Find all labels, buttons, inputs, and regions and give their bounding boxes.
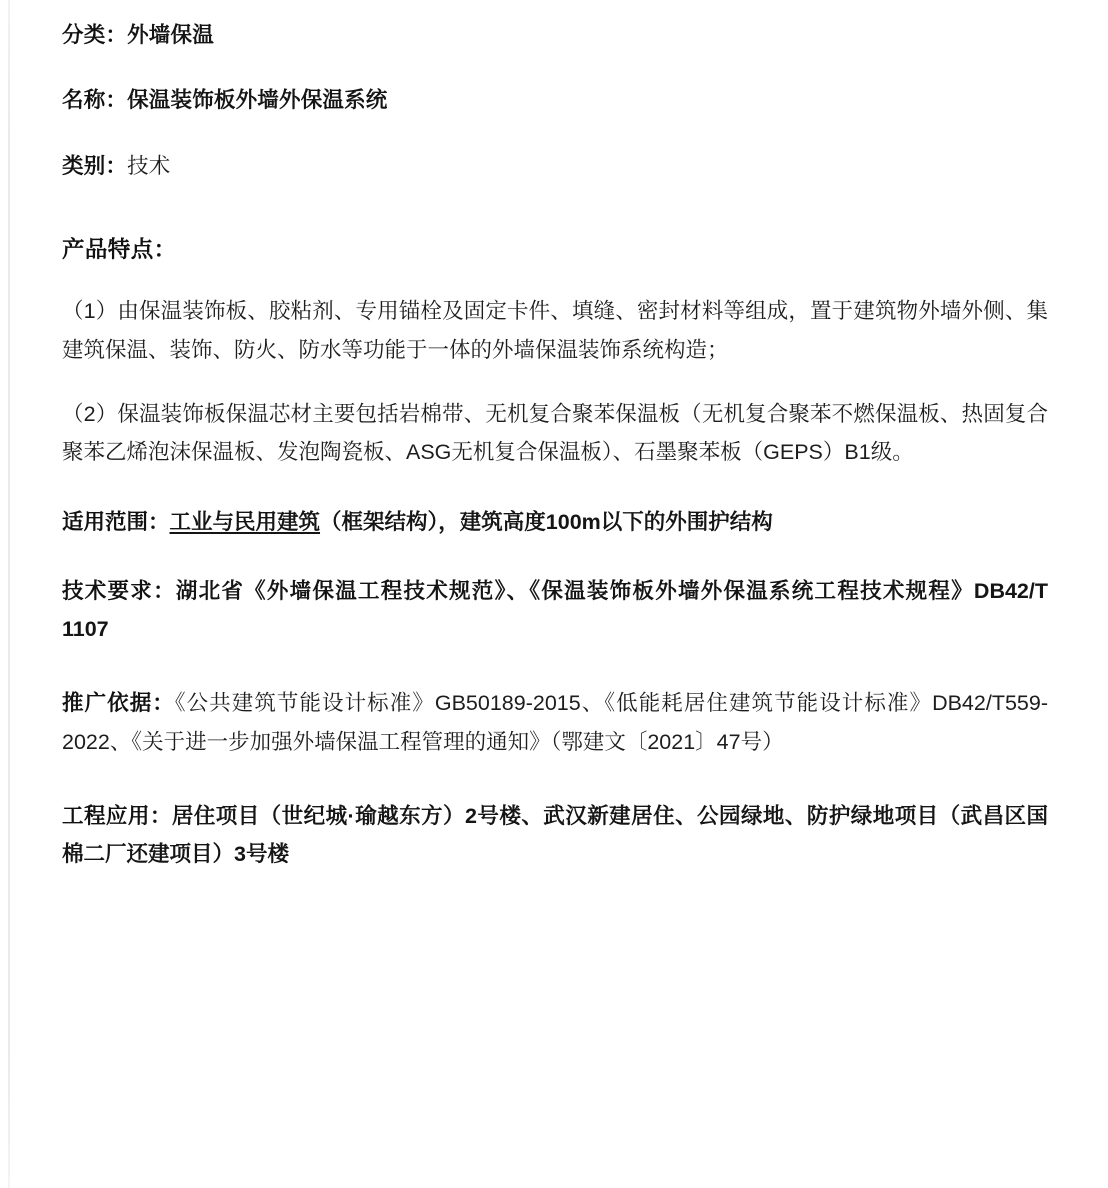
field-engineering-application-label: 工程应用： (62, 803, 172, 828)
field-category-value: 外墙保温 (127, 23, 214, 47)
field-type-value: 技术 (127, 153, 171, 178)
field-scope-underlined-value: 工业与民用建筑 (169, 510, 321, 535)
field-scope (62, 503, 1048, 541)
field-scope-value: （框架结构），建筑高度100m以下的外围护结构 (320, 510, 773, 535)
field-name-label: 名称： (62, 88, 128, 113)
field-technical-requirements-label: 技术要求： (62, 578, 176, 603)
field-type (62, 149, 1048, 184)
field-promotion-basis-value: 《公共建筑节能设计标准》GB50189-2015、《低能耗居住建筑节能设计标准》DB42/T559-2022、《关于进一步加强外墙保温工程管理的通知》（鄂建文〔2021〕47号） (62, 691, 1048, 754)
features-heading: 产品特点： (62, 237, 177, 263)
field-scope-label: 适用范围： (62, 510, 170, 535)
field-name (62, 83, 1048, 118)
field-type-label: 类别： (62, 153, 128, 178)
spacer (62, 214, 1048, 232)
field-technical-requirements-value: 湖北省《外墙保温工程技术规范》、《保温装饰板外墙外保温系统工程技术规程》DB42/T 1107 (62, 578, 1048, 641)
field-engineering-application-value: 居住项目（世纪城·瑜越东方）2号楼、武汉新建居住、公园绿地、防护绿地项目（武昌区国棉二厂还建项目）3号楼 (62, 803, 1048, 867)
field-name-value: 保温装饰板外墙外保温系统 (127, 88, 388, 113)
field-category (62, 18, 1048, 53)
field-engineering-application (62, 797, 1048, 874)
field-technical-requirements (62, 572, 1048, 649)
field-promotion-basis (62, 684, 1048, 761)
feature-item-2: （2）保温装饰板保温芯材主要包括岩棉带、无机复合聚苯保温板（无机复合聚苯不燃保温板、热固复合聚苯乙烯泡沫保温板、发泡陶瓷板、ASG无机复合保温板）、石墨聚苯板（GEPS）B1级。 (62, 401, 1048, 465)
feature-item-1: （1）由保温装饰板、胶粘剂、专用锚栓及固定卡件、填缝、密封材料等组成，置于建筑物外墙外侧、集建筑保温、装饰、防火、防水等功能于一体的外墙保温装饰系统构造； (62, 299, 1048, 362)
field-category-label: 分类： (62, 23, 128, 47)
page-edge-rule (8, 0, 10, 1188)
field-promotion-basis-label: 推广依据： (62, 691, 175, 716)
